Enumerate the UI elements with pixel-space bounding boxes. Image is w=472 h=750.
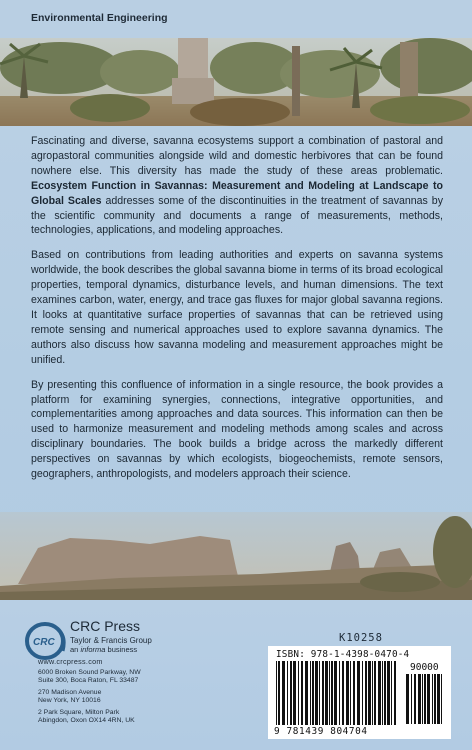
publisher-block <box>70 618 240 654</box>
address-line: Suite 300, Boca Raton, FL 33487 <box>38 677 139 685</box>
address-line: Abingdon, Oxon OX14 4RN, UK <box>38 717 135 725</box>
barcode-bar <box>350 661 351 725</box>
barcode-bar <box>424 674 426 724</box>
barcode-digits: 9 781439 804704 <box>274 726 368 737</box>
publisher-tagline <box>70 645 240 654</box>
barcode-bar <box>372 661 373 725</box>
book-title: Ecosystem Function in Savannas: Measurement and Modeling at Landscape to Global Scales <box>31 179 443 207</box>
publisher-addresses <box>38 669 218 728</box>
address-boca-raton <box>38 669 218 686</box>
barcode-bar <box>315 661 318 725</box>
logo-lettering: CRC <box>33 637 55 648</box>
price-code: 90000 <box>410 662 439 673</box>
barcode-bar <box>322 661 324 725</box>
barcode-bar <box>394 661 396 725</box>
tagline-brand: informa <box>80 645 106 654</box>
paragraph-1-intro: Fascinating and diverse, savanna ecosystems support a combination of pastoral and agropastoral communities alongside wild and domestic herbivores that can be found nowhere else. This diversity has made the study of these areas problematic. <box>31 135 443 177</box>
barcode-bar <box>298 661 299 725</box>
barcode-bar <box>434 674 436 724</box>
barcode-bar <box>374 661 376 725</box>
series-title: Environmental Engineering <box>31 12 168 24</box>
barcode-bar <box>290 661 292 725</box>
publisher-group: Taylor & Francis Group <box>70 636 152 645</box>
isbn-barcode <box>268 646 451 739</box>
barcode-bar <box>382 661 383 725</box>
address-abingdon <box>38 709 218 726</box>
address-line: 6000 Broken Sound Parkway, NW <box>38 669 141 676</box>
barcode-bar <box>287 661 288 725</box>
barcode-bar <box>387 661 390 725</box>
barcode-bar <box>427 674 430 724</box>
barcode-bar <box>441 674 442 724</box>
barcode-bar <box>384 661 386 725</box>
paragraph-1 <box>31 134 443 238</box>
header-bar <box>0 0 472 38</box>
barcode-bar <box>325 661 328 725</box>
ean-barcode <box>276 661 400 725</box>
barcode-bar <box>331 661 333 725</box>
barcode-bar <box>319 661 320 725</box>
barcode-bar <box>334 661 337 725</box>
barcode-bar <box>305 661 308 725</box>
addon-barcode <box>406 674 444 724</box>
barcode-bar <box>282 661 285 725</box>
barcode-bar <box>411 674 412 724</box>
isbn-label: ISBN: 978-1-4398-0470-4 <box>276 649 410 660</box>
barcode-bar <box>353 661 355 725</box>
address-line: 2 Park Square, Milton Park <box>38 708 120 716</box>
barcode-bar <box>339 661 340 725</box>
barcode-bar <box>312 661 314 725</box>
barcode-bar <box>406 674 409 724</box>
address-line: 270 Madison Avenue <box>38 688 102 696</box>
barcode-bar <box>342 661 344 725</box>
mesa-landscape-photo <box>0 512 472 600</box>
description <box>31 134 443 492</box>
barcode-bar <box>346 661 349 725</box>
savanna-trees-photo <box>0 38 472 126</box>
address-new-york <box>38 689 218 706</box>
barcode-bar <box>301 661 303 725</box>
barcode-bar <box>432 674 433 724</box>
paragraph-1-rest: addresses some of the discontinuities in the treatment of savannas by the scientific community and documents a range of measurements, methods, technologies, applications, and modeling approaches. <box>31 194 443 237</box>
barcode-bar <box>418 674 421 724</box>
barcode-bar <box>293 661 296 725</box>
barcode-bar <box>391 661 392 725</box>
barcode-bar <box>310 661 311 725</box>
crc-press-logo <box>25 621 69 661</box>
barcode-bar <box>362 661 363 725</box>
barcode-bar <box>278 661 280 725</box>
barcode-bar <box>414 674 416 724</box>
catalog-number: K10258 <box>339 632 383 644</box>
tagline-suffix: business <box>105 645 138 654</box>
tagline-prefix: an <box>70 645 81 654</box>
barcode-bar <box>276 661 277 725</box>
publisher-name: CRC Press <box>70 618 141 634</box>
barcode-bar <box>422 674 423 724</box>
address-line: New York, NY 10016 <box>38 697 101 705</box>
publisher-website: www.crcpress.com <box>38 657 103 666</box>
barcode-bar <box>437 674 440 724</box>
barcode-bar <box>365 661 367 725</box>
barcode-bar <box>329 661 330 725</box>
paragraph-2: Based on contributions from leading authorities and experts on savanna systems worldwide, the book describes the global savanna biome in terms of its broad ecological properties, temporal dynamics, disturbance levels, and human dimensions. The text examines carbon, water, energy, and trace gas fluxes for major global savanna regions. It looks at quantitative surface properties of savannas that can be retrieved using remote sensing and numerical approaches used to explore savanna dynamics. The authors also discuss how savanna modeling and measurement approaches might be unified. <box>31 249 443 366</box>
paragraph-3: By presenting this confluence of information in a single resource, the book provides a platform for examining synergies, connections, integrative opportunities, and complementarities among approaches and data sources. This information can then be used to harmonize measurement and modeling methods among scales and across disciplinary boundaries. The book builds a bridge across the markedly different perspectives on savannas by which ecologists, biogeochemists, remote sensors, geographers, anthropologists, and modelers approach their science. <box>31 378 443 481</box>
barcode-bar <box>378 661 381 725</box>
barcode-bar <box>368 661 371 725</box>
barcode-bar <box>357 661 360 725</box>
